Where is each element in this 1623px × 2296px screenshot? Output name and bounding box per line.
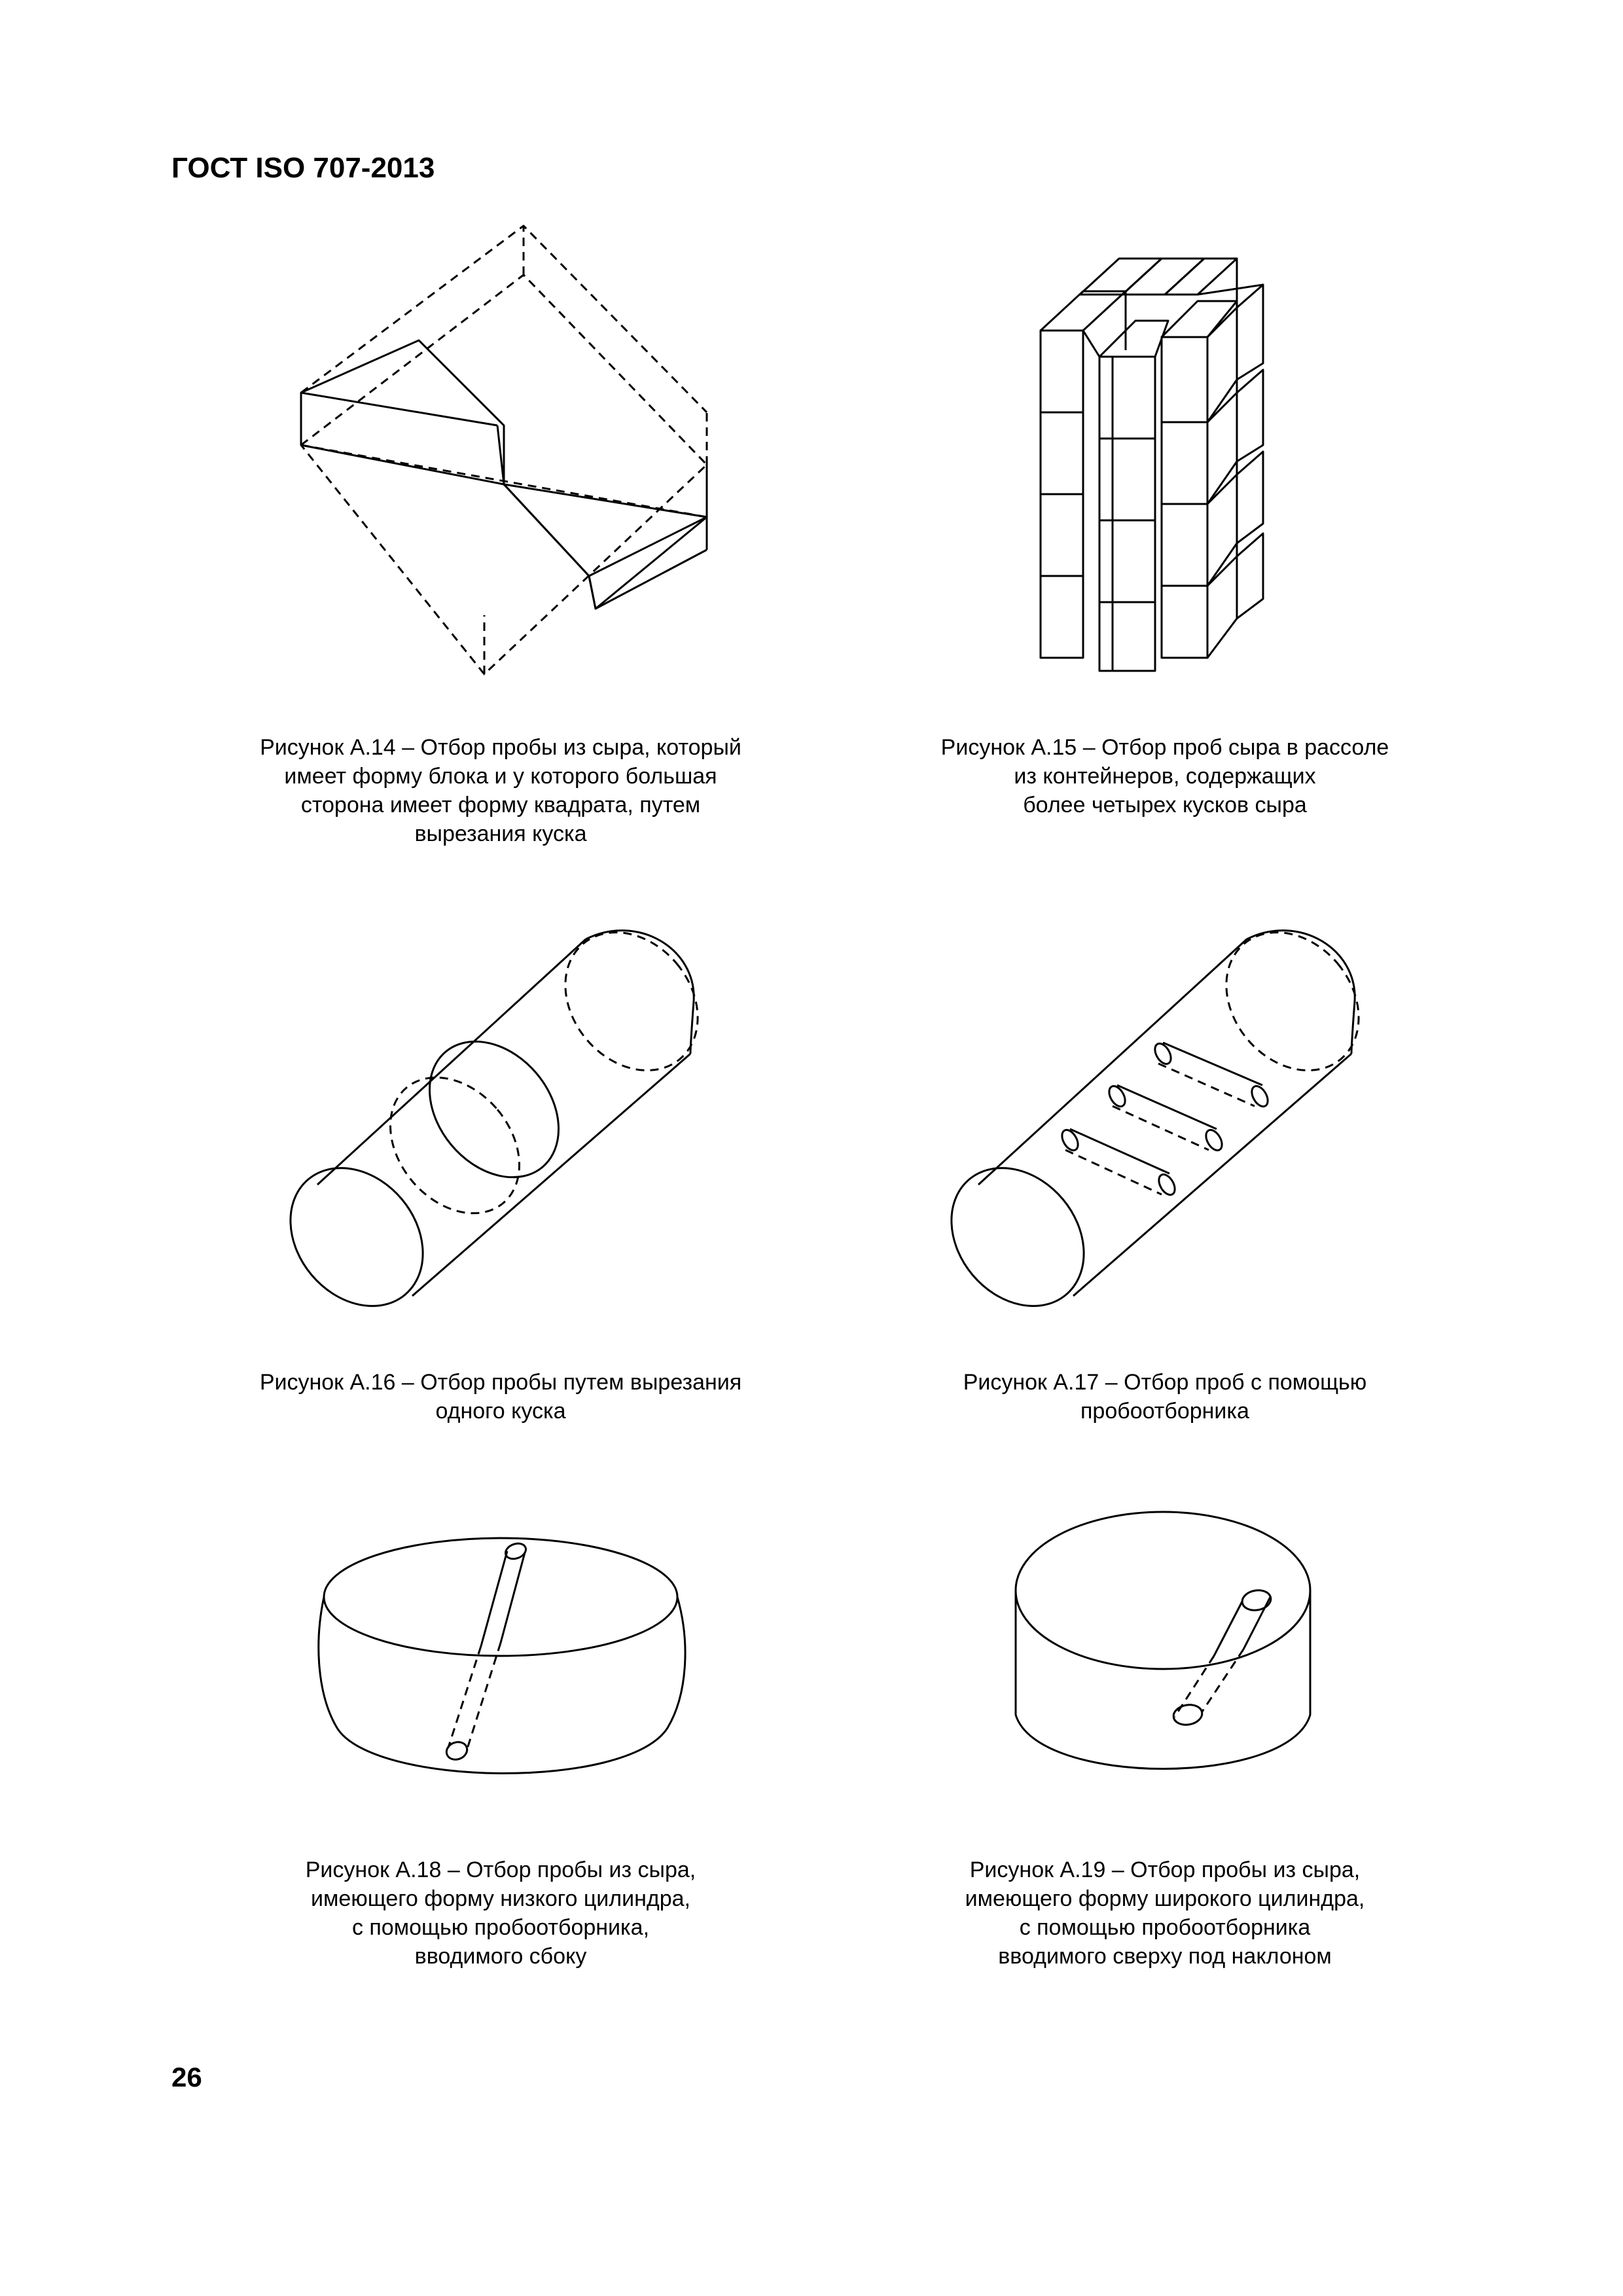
figure-a14-illustration [281,268,726,687]
document-header: ГОСТ ISO 707-2013 [171,152,435,184]
figure-a17-illustration [959,929,1378,1316]
figure-a16-caption: Рисунок А.16 – Отбор пробы путем вырезания одного куска [259,1370,742,1424]
figure-a16-illustration [298,929,717,1316]
figure-a14-caption: Рисунок А.14 – Отбор пробы из сыра, который имеет форму блока и у которого большая сторона имеет форму квадрата, путем вырезания куска [260,735,741,846]
page-number: 26 [171,2062,202,2092]
figure-a17-caption: Рисунок А.17 – Отбор проб с помощью пробоотборника [963,1370,1367,1424]
figure-a18-caption: Рисунок А.18 – Отбор пробы из сыра, имеющего форму низкого цилиндра, с помощью пробоотборника, вводимого сбоку [305,1857,696,1969]
figure-a18-illustration [314,1532,694,1793]
figure-a15-illustration [1041,259,1289,671]
figure-a19-caption: Рисунок А.19 – Отбор пробы из сыра, имеющего форму широкого цилиндра, с помощью пробоотборника вводимого сверху под наклоном [965,1857,1365,1969]
figure-a19-illustration [1011,1509,1325,1784]
figure-a15-caption: Рисунок А.15 – Отбор проб сыра в рассоле из контейнеров, содержащих более четырех кусков сыра [940,735,1389,817]
